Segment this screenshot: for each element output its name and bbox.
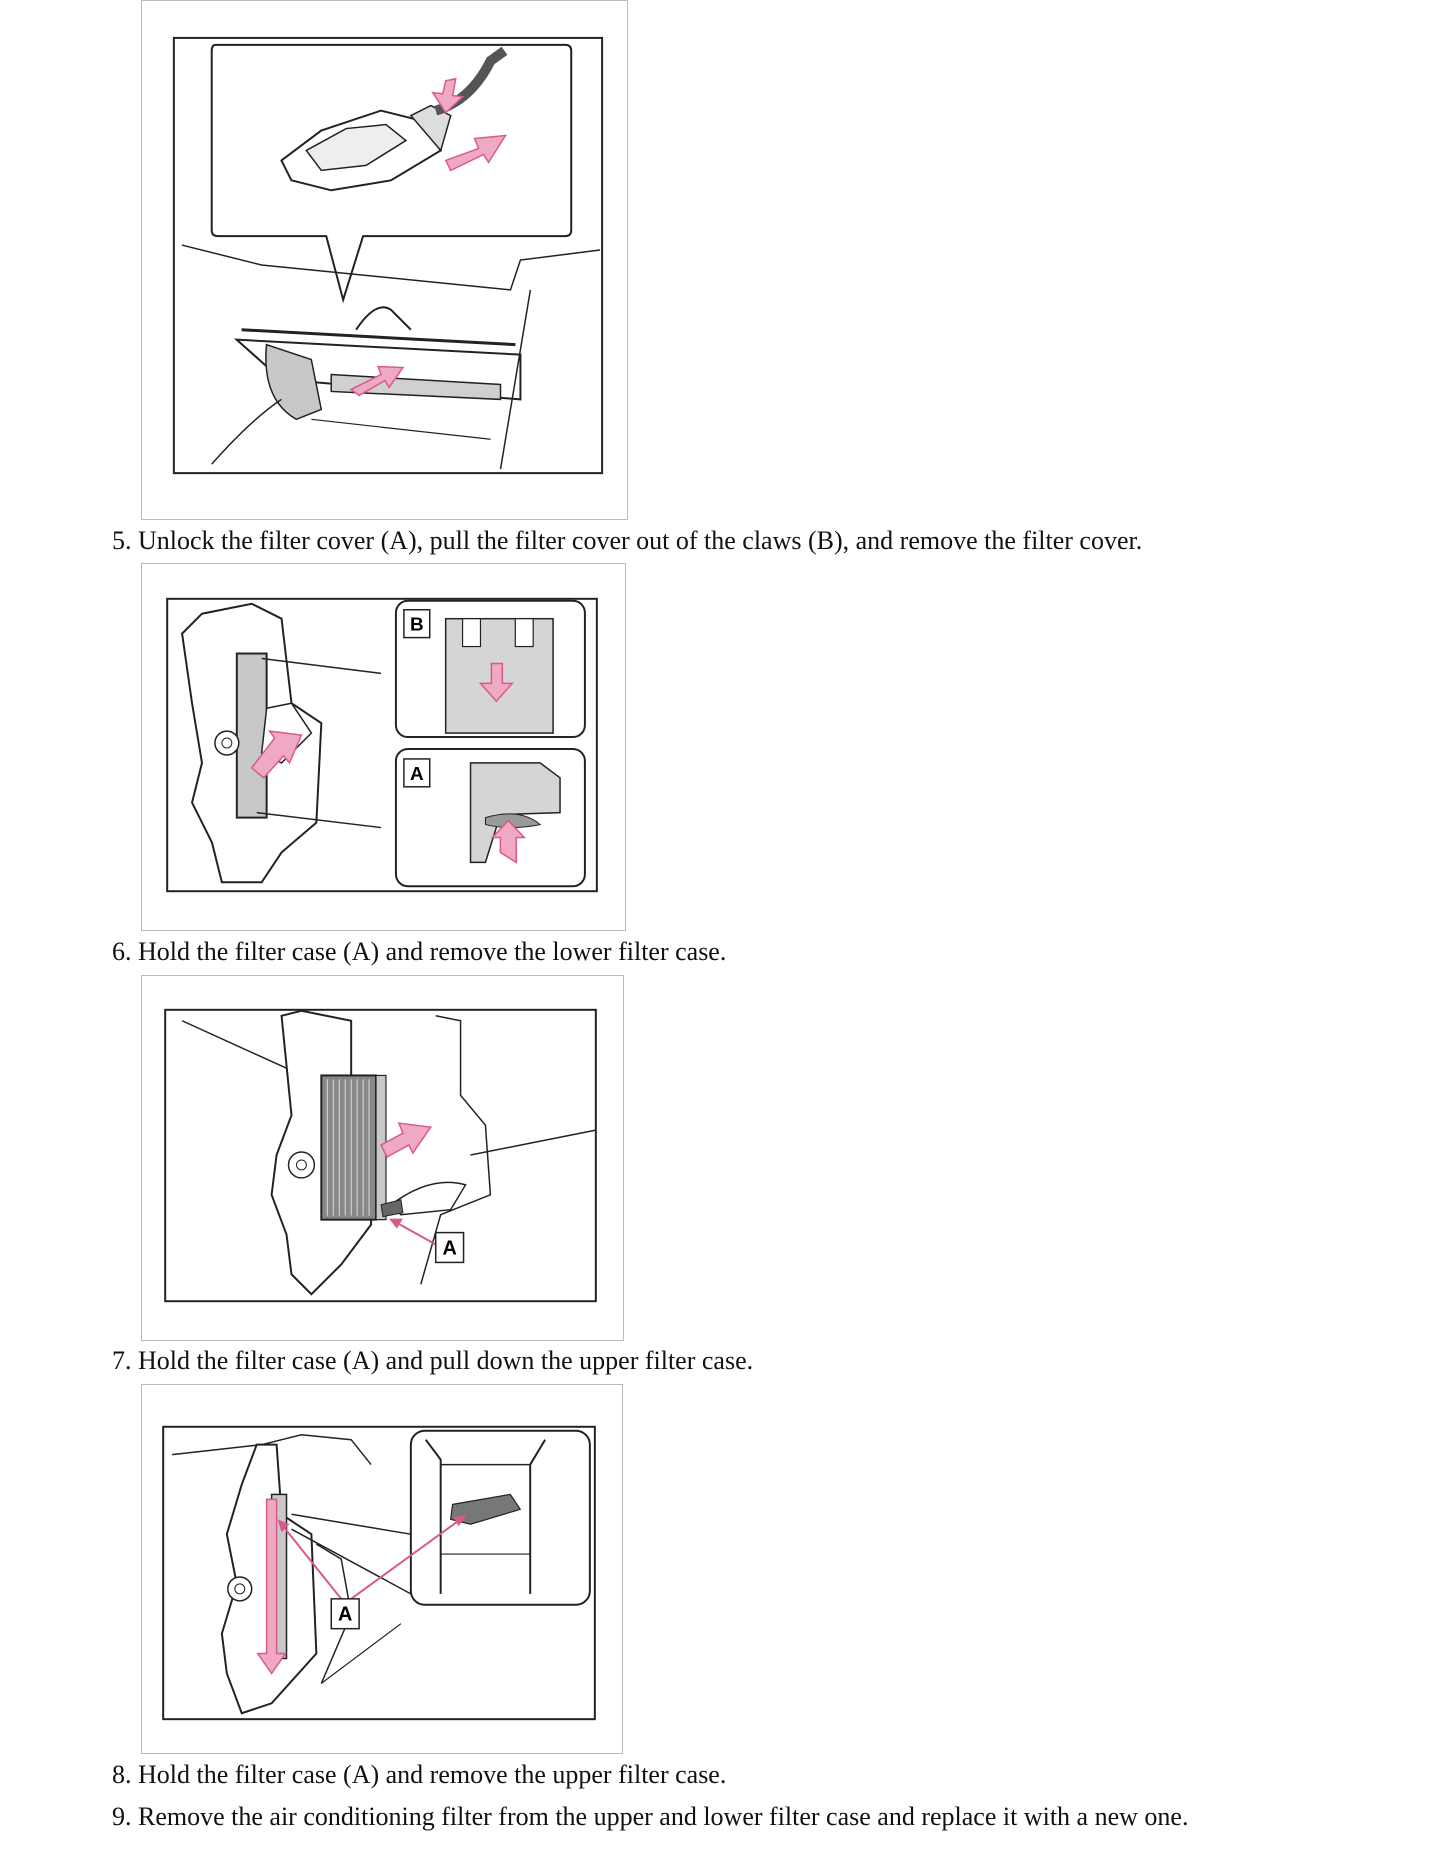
step-text: Unlock the filter cover (A), pull the filter cover out of the claws (B), and remove the filter cover. bbox=[138, 526, 1143, 555]
label-a: A bbox=[338, 1603, 353, 1626]
step-text: Hold the filter case (A) and pull down the upper filter case. bbox=[138, 1346, 754, 1375]
illustration-lower-filter-case bbox=[141, 975, 624, 1341]
step-7 bbox=[112, 1346, 753, 1376]
label-a: A bbox=[442, 1237, 457, 1260]
step-number: 5. bbox=[112, 526, 132, 555]
step-6 bbox=[112, 937, 726, 967]
step-text: Hold the filter case (A) and remove the upper filter case. bbox=[138, 1760, 727, 1789]
illustration-upper-filter-case bbox=[141, 1384, 623, 1754]
step-number: 8. bbox=[112, 1760, 132, 1789]
lower-filter-case-drawing bbox=[142, 976, 623, 1340]
illustration-filter-cover bbox=[141, 563, 626, 931]
step-text: Hold the filter case (A) and remove the lower filter case. bbox=[138, 937, 727, 966]
step-5 bbox=[112, 526, 1142, 556]
pointer-arrowhead-icon bbox=[389, 1219, 403, 1229]
step-number: 6. bbox=[112, 937, 132, 966]
label-a: A bbox=[409, 763, 424, 785]
remove-arrow-icon bbox=[381, 1123, 431, 1157]
step-text: Remove the air conditioning filter from the upper and lower filter case and replace it with a new one. bbox=[138, 1802, 1189, 1831]
label-b: B bbox=[409, 614, 424, 636]
step-number: 7. bbox=[112, 1346, 132, 1375]
connector-drawing bbox=[142, 1, 627, 519]
step-number: 9. bbox=[112, 1802, 132, 1831]
upper-filter-case-drawing bbox=[142, 1385, 622, 1753]
illustration-disconnect-connector bbox=[141, 0, 628, 520]
filter-cover-drawing bbox=[142, 564, 625, 930]
step-8 bbox=[112, 1760, 726, 1790]
step-9 bbox=[112, 1802, 1188, 1832]
